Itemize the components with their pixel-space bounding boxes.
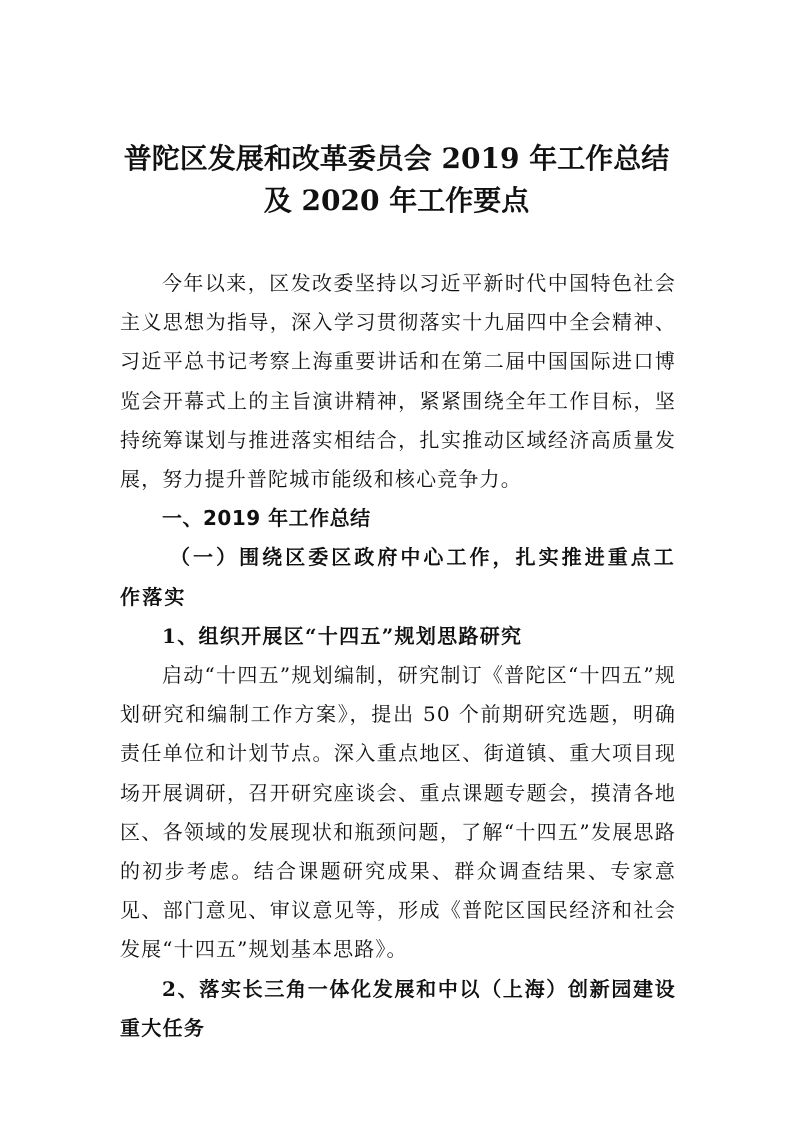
title-line-2: 及 2020 年工作要点 xyxy=(263,184,530,217)
item-heading-14th-five-year-plan: 1、组织开展区“十四五”规划思路研究 xyxy=(162,623,523,648)
item-paragraph-14th-five-year-plan: 启动“十四五”规划编制，研究制订《普陀区“十四五”规划研究和编制工作方案》，提出 50 个前期研究选题，明确责任单位和计划节点。深入重点地区、街道镇、重大项目现场开展调研，召开研究座谈会、重点课题专题会，摸清各地区、各领域的发展现状和瓶颈问题，了解“十四五”发展思路的初步考虑。结合课题研究成果、群众调查结果、专家意见、部门意见、审议意见等，形成《普陀区国民经济和社会发展“十四五”规划基本思路》。 xyxy=(120,663,676,962)
document-title xyxy=(100,138,693,222)
item-heading-yangtze-delta-integration: 2、落实长三角一体化发展和中以（上海）创新园建设重大任务 xyxy=(120,976,676,1040)
document-body xyxy=(120,264,676,1048)
title-line-1: 普陀区发展和改革委员会 2019 年工作总结 xyxy=(123,142,670,175)
subsection-heading-central-work: （一）围绕区委区政府中心工作，扎实推进重点工作落实 xyxy=(120,545,676,609)
section-heading-2019-summary: 一、2019 年工作总结 xyxy=(162,506,371,531)
intro-paragraph: 今年以来，区发改委坚持以习近平新时代中国特色社会主义思想为指导，深入学习贯彻落实十九届四中全会精神、习近平总书记考察上海重要讲话和在第二届中国国际进口博览会开幕式上的主旨演讲精神，紧紧围绕全年工作目标，坚持统筹谋划与推进落实相结合，扎实推动区域经济高质量发展，努力提升普陀城市能级和核心竞争力。 xyxy=(120,271,676,492)
